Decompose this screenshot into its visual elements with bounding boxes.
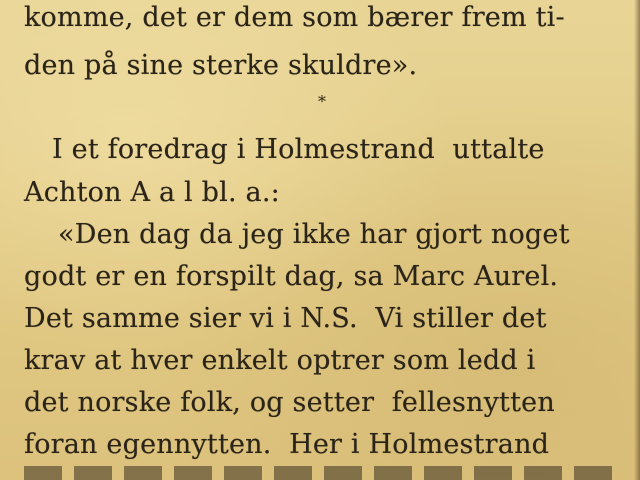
section-separator: *	[318, 92, 326, 111]
cut-off-text-line	[24, 466, 624, 480]
page-edge-shadow	[634, 0, 640, 480]
text-line-2: den på sine sterke skuldre».	[24, 50, 418, 81]
text-line-4: Achton A a l bl. a.:	[24, 177, 280, 208]
text-line-3: I et foredrag i Holmestrand uttalte	[52, 134, 545, 165]
text-line-8: krav at hver enkelt optrer som ledd i	[24, 345, 536, 376]
text-line-10: foran egennytten. Her i Holmestrand	[24, 429, 550, 460]
text-line-7: Det samme sier vi i N.S. Vi stiller det	[24, 303, 547, 334]
text-line-6: godt er en forspilt dag, sa Marc Aurel.	[24, 261, 559, 292]
text-line-9: det norske folk, og setter fellesnytten	[24, 387, 555, 418]
text-line-1: komme, det er dem som bærer frem ti-	[24, 2, 565, 33]
text-line-5: «Den dag da jeg ikke har gjort noget	[58, 219, 570, 250]
